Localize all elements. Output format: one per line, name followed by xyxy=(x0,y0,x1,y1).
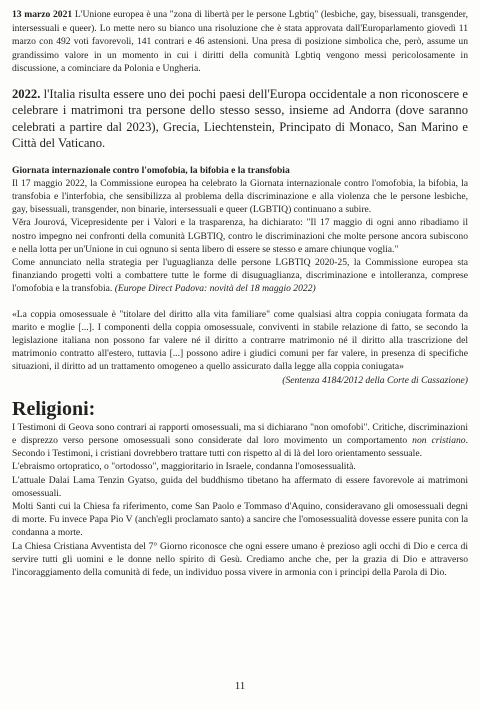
paragraph-jourova-quote: Věra Jourová, Vicepresidente per i Valori e la trasparenza, ha dichiarato: "Il 17 maggio di ogni anno ribadiamo il nostro impegno nei confronti della comunità LGBTIQ, contro le discriminazioni che molte persone ancora subiscono e nella lotta per un'Unione in cui ognuno si senta libero di essere se stesso e amare chiunque voglia." xyxy=(12,217,468,255)
paragraph-judaism: L'ebraismo ortopratico, o "ortodosso", maggioritario in Israele, condanna l'omosessualità. xyxy=(12,461,356,473)
date-lead: 13 marzo 2021 xyxy=(12,9,73,20)
paragraph-text: L'Unione europea è una "zona di libertà per le persone Lgbtiq" (lesbiche, gay, bisessuali, transgender, intersessuali e queer). Lo mette nero su bianco una risoluzione che è stata approvata dall'Europarlamento giovedì 11 marzo con 492 voti favorevoli, 141 contrari e 46 astensioni. Una presa di posizione simbolica che, però, assume un grandissimo valore in un momento in cui i diritti della comunità Lgbtiq vengono messi pericolosamente in discussione, a cominciare da Polonia e Ungheria. xyxy=(12,9,468,75)
paragraph-adventist: La Chiesa Cristiana Avventista del 7° Giorno riconosce che ogni essere umano è prezioso agli occhi di Dio e cerca di servire tutti gli uomini e le donne nello spirito di Gesù. Crediamo anche che, per la grazia di Dio e attraverso l'incoraggiamento della comunità di fede, un individuo possa vivere in armonia con i principi della Parola di Dio. xyxy=(12,540,468,579)
paragraph-strategy xyxy=(12,256,468,296)
paragraph-2021-resolution xyxy=(12,8,468,76)
paragraph-text: l'Italia risulta essere uno dei pochi paesi dell'Europa occidentale a non riconoscere e celebrare i matrimoni tra persone dello stesso sesso, insieme ad Andorra (dove saranno celebrati a partire dal 2023), Grecia, Liechtenstein, Principato di Monaco, San Marino e Città del Vaticano. xyxy=(12,86,468,151)
court-quote: «La coppia omosessuale è "titolare del diritto alla vita familiare" come qualsiasi altra coppia coniugata formata da marito e moglie [...]. I componenti della coppia omosessuale, conviventi in stabile relazione di fatto, se secondo la legislazione italiana non possono far valere né il diritto a contrarre matrimonio né il diritto alla trascrizione del matrimonio contratto all'estero, tuttavia [...] possono adire i giudici comuni per far valere, in presenza di specifiche situazioni, il diritto ad un trattamento omogeneo a quello assicurato dalla legge alla coppia coniugata» xyxy=(12,308,468,373)
section-cassation-quote xyxy=(12,308,468,387)
paragraph-text: . Secondo i Testimoni, i cristiani dovrebbero trattare tutti con rispetto al di là del loro orientamento sessuale. xyxy=(12,435,468,460)
year-lead: 2022. xyxy=(12,86,41,101)
section-religions xyxy=(12,421,468,579)
page-number: 11 xyxy=(234,680,246,692)
paragraph-commission: Il 17 maggio 2022, la Commissione europea ha celebrato la Giornata internazionale contro l'omofobia, la bifobia, la transfobia e l'interfobia, che sensibilizza al problema della discriminazione e alla violenza che le persone lesbiche, gay, bisessuali, transgender, non binarie, intersessuali e queer (LGBTIQ) continuano a subire. xyxy=(12,177,468,216)
paragraph-catholic-saints: Molti Santi cui la Chiesa fa riferimento, come San Paolo e Tommaso d'Aquino, consideravano gli omosessuali degni di morte. Fu invece Papa Pio V (anch'egli proclamato santo) a sancire che l'omosessualità dovesse essere punita con la condanna a morte. xyxy=(12,501,468,539)
court-citation: (Sentenza 4184/2012 della Corte di Cassazione) xyxy=(282,374,468,386)
paragraph-text: I Testimoni di Geova sono contrari ai rapporti omosessuali, ma si dichiarano "non omofobi". Critiche, discriminazioni e disprezzo verso persone omosessuali sono considerate dal loro movimento un comportamento xyxy=(12,421,468,447)
paragraph-jehovah xyxy=(12,421,468,461)
religions-heading: Religioni: xyxy=(12,397,96,420)
paragraph-text: Come annunciato nella strategia per l'uguaglianza delle persone LGBTIQ 2020-25, la Commissione europea sta finanziando progetti volti a combattere tutte le forme di disuguaglianza, discriminazione e intolleranza, comprese l'omofobia e la transfobia. xyxy=(12,257,468,295)
section-heading: Giornata internazionale contro l'omofobia, la bifobia e la transfobia xyxy=(12,164,290,176)
source-note: (Europe Direct Padova: novità del 18 maggio 2022) xyxy=(114,283,316,295)
paragraph-2022-italy xyxy=(12,86,468,152)
section-idahot xyxy=(12,164,468,296)
italic-phrase: non cristiano xyxy=(412,435,466,447)
paragraph-dalai-lama: L'attuale Dalai Lama Tenzin Gyatso, guida del buddhismo tibetano ha affermato di essere favorevole ai matrimoni omosessuali. xyxy=(12,474,468,499)
